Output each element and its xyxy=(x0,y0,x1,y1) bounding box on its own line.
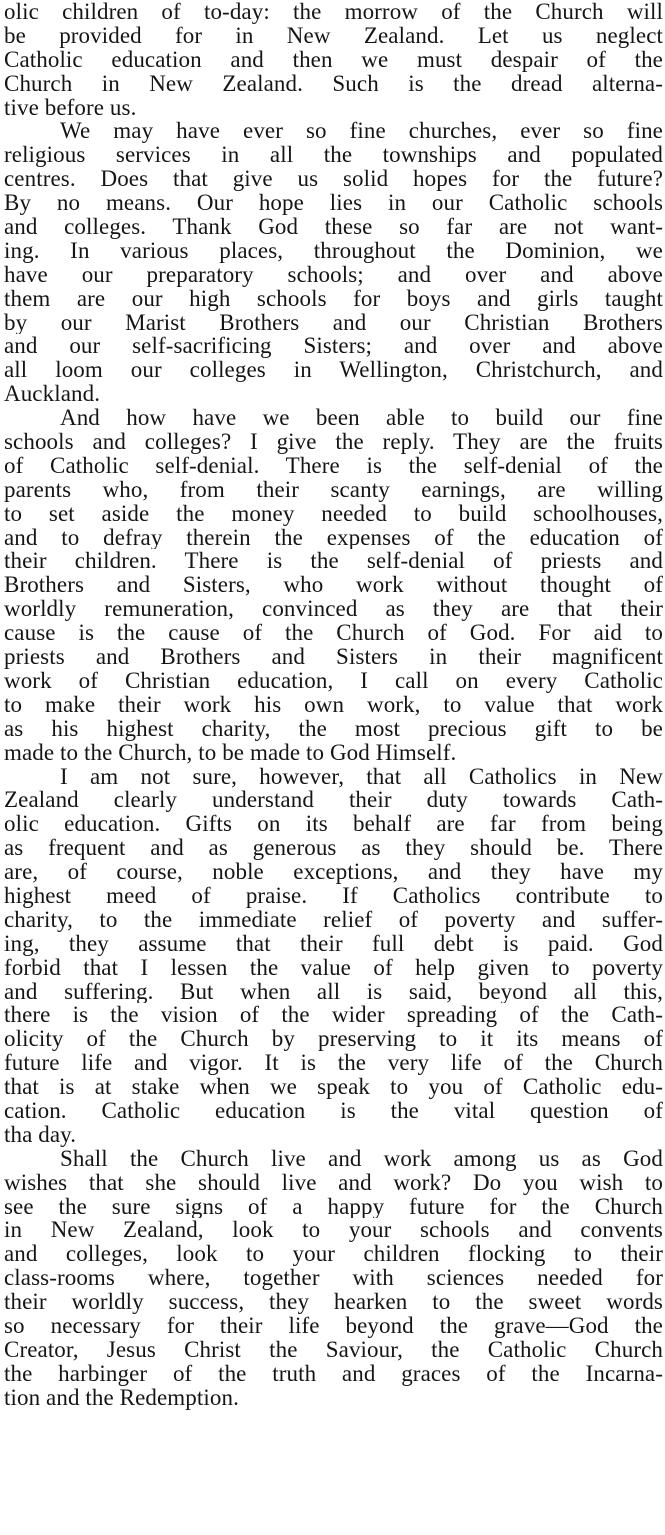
text-line: worldly remuneration, convinced as they are that their xyxy=(4,597,663,622)
text-line: ing, they assume that their full debt is paid. God xyxy=(4,931,663,956)
text-line: there is the vision of the wider spreading of the Cath- xyxy=(4,1003,663,1028)
text-line: in New Zealand, look to your schools and convents xyxy=(4,1218,663,1243)
text-line: to set aside the money needed to build schoolhouses, xyxy=(4,501,663,526)
paragraph-3 xyxy=(4,406,663,764)
text-line: Auckland. xyxy=(4,382,101,407)
text-line: as his highest charity, the most precious gift to be xyxy=(4,716,663,741)
text-line: tion and the Redemption. xyxy=(4,1385,239,1410)
text-line: made to the Church, to be made to God Himself. xyxy=(4,740,457,765)
text-line: cause is the cause of the Church of God. For aid to xyxy=(4,621,663,646)
text-line: I am not sure, however, that all Catholics in New xyxy=(60,764,663,789)
text-line: wishes that she should live and work? Do you wish to xyxy=(4,1170,663,1195)
text-line: be provided for in New Zealand. Let us neglect xyxy=(4,23,663,48)
text-line: By no means. Our hope lies in our Catholic schools xyxy=(4,191,663,216)
text-line: have our preparatory schools; and over and above xyxy=(4,262,663,287)
text-line: and suffering. But when all is said, beyond all this, xyxy=(4,979,663,1004)
paragraph-2 xyxy=(4,119,663,406)
text-line: and colleges, look to your children flocking to their xyxy=(4,1242,663,1267)
text-line: Creator, Jesus Christ the Saviour, the Catholic Church xyxy=(4,1337,663,1362)
text-line: We may have ever so fine churches, ever so fine xyxy=(60,119,663,144)
text-line: And how have we been able to build our fine xyxy=(60,406,663,431)
text-line: cation. Catholic education is the vital question of xyxy=(4,1098,663,1123)
text-line: them are our high schools for boys and girls taught xyxy=(4,286,663,311)
text-line: olicity of the Church by preserving to it its means of xyxy=(4,1027,663,1052)
text-line: as frequent and as generous as they should be. There xyxy=(4,836,663,861)
text-line: charity, to the immediate relief of poverty and suffer- xyxy=(4,907,663,932)
text-line: tha day. xyxy=(4,1122,77,1147)
text-line: olic education. Gifts on its behalf are far from being xyxy=(4,812,663,837)
text-line: class-rooms where, together with sciences needed for xyxy=(4,1266,663,1291)
text-line: Brothers and Sisters, who work without thought of xyxy=(4,573,663,598)
paragraph-5 xyxy=(4,1147,663,1410)
text-line: ing. In various places, throughout the Dominion, we xyxy=(4,238,663,263)
text-line: Catholic education and then we must despair of the xyxy=(4,47,663,72)
text-line: by our Marist Brothers and our Christian Brothers xyxy=(4,310,663,335)
text-line: work of Christian education, I call on every Catholic xyxy=(4,668,663,693)
text-line: their worldly success, they hearken to the sweet words xyxy=(4,1290,663,1314)
paragraph-1 xyxy=(4,0,663,119)
text-line: forbid that I lessen the value of help given to poverty xyxy=(4,955,663,980)
paragraph-4 xyxy=(4,765,663,1147)
text-line: Church in New Zealand. Such is the dread alterna- xyxy=(4,71,663,96)
text-line: tive before us. xyxy=(4,95,137,120)
text-line: future life and vigor. It is the very life of the Church xyxy=(4,1051,663,1076)
text-line: centres. Does that give us solid hopes for the future? xyxy=(4,167,663,192)
text-line: and our self-sacrificing Sisters; and over and above xyxy=(4,334,663,359)
text-line: schools and colleges? I give the reply. They are the fruits xyxy=(4,430,663,454)
text-line: religious services in all the townships and populated xyxy=(4,143,663,168)
text-line: priests and Brothers and Sisters in their magnificent xyxy=(4,645,663,669)
text-line: of Catholic self-denial. There is the self-denial of the xyxy=(4,453,663,478)
text-line: see the sure signs of a happy future for the Church xyxy=(4,1194,663,1219)
text-line: so necessary for their life beyond the grave—God the xyxy=(4,1313,663,1338)
text-line: that is at stake when we speak to you of Catholic edu- xyxy=(4,1075,663,1099)
text-line: all loom our colleges in Wellington, Christchurch, and xyxy=(4,358,663,383)
text-line: Zealand clearly understand their duty towards Cath- xyxy=(4,788,663,813)
text-line: olic children of to-day: the morrow of the Church will xyxy=(4,0,663,24)
text-line: to make their work his own work, to value that work xyxy=(4,692,663,717)
text-line: parents who, from their scanty earnings, are willing xyxy=(4,477,663,502)
text-line: their children. There is the self-denial of priests and xyxy=(4,549,663,574)
text-line: are, of course, noble exceptions, and they have my xyxy=(4,860,663,884)
text-line: Shall the Church live and work among us as God xyxy=(60,1146,663,1171)
text-line: highest meed of praise. If Catholics contribute to xyxy=(4,883,663,908)
text-line: and colleges. Thank God these so far are not want- xyxy=(4,215,663,239)
text-line: and to defray therein the expenses of the education of xyxy=(4,525,663,550)
text-line: the harbinger of the truth and graces of the Incarna- xyxy=(4,1361,663,1386)
